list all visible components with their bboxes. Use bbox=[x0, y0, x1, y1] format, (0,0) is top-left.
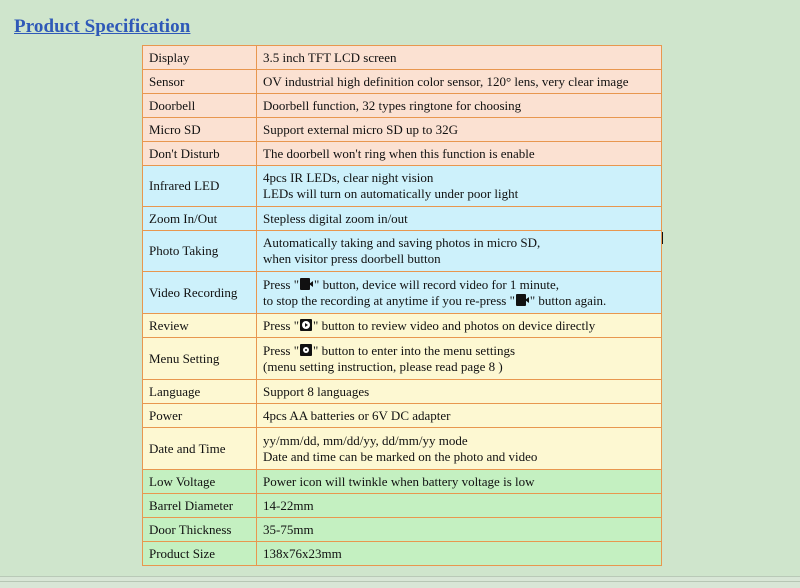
spec-value-review bbox=[257, 314, 662, 338]
spec-value-video-recording bbox=[257, 272, 662, 314]
text-segment: " button to enter into the menu settings bbox=[313, 342, 516, 358]
text-segment: to stop the recording at anytime if you re-press " bbox=[263, 292, 515, 308]
playback-icon bbox=[300, 319, 312, 331]
spec-line: Automatically taking and saving photos in micro SD, bbox=[263, 235, 541, 250]
table-row bbox=[143, 428, 662, 470]
video-camera-icon bbox=[300, 278, 310, 290]
spec-value-menu-setting bbox=[257, 338, 662, 380]
spec-value-micro-sd: Support external micro SD up to 32G bbox=[257, 118, 662, 142]
spec-value-barrel-diameter: 14-22mm bbox=[257, 494, 662, 518]
spec-label-display: Display bbox=[143, 46, 257, 70]
table-row bbox=[143, 380, 662, 404]
spec-value-doorbell: Doorbell function, 32 types ringtone for choosing bbox=[257, 94, 662, 118]
spec-line bbox=[263, 277, 656, 293]
spec-label-zoom: Zoom In/Out bbox=[143, 207, 257, 231]
table-row bbox=[143, 470, 662, 494]
menu-gear-icon bbox=[300, 344, 312, 356]
spec-label-dont-disturb: Don't Disturb bbox=[143, 142, 257, 166]
spec-label-power: Power bbox=[143, 404, 257, 428]
spec-label-photo-taking: Photo Taking bbox=[143, 231, 257, 272]
spec-label-language: Language bbox=[143, 380, 257, 404]
spec-label-doorbell: Doorbell bbox=[143, 94, 257, 118]
spec-label-product-size: Product Size bbox=[143, 542, 257, 566]
text-segment: " button to review video and photos on device directly bbox=[313, 317, 596, 333]
spec-label-menu-setting: Menu Setting bbox=[143, 338, 257, 380]
table-row bbox=[143, 231, 662, 272]
table-row bbox=[143, 207, 662, 231]
page-title: Product Specification bbox=[14, 16, 191, 37]
text-segment: Press " bbox=[263, 342, 300, 358]
table-row bbox=[143, 142, 662, 166]
spec-line bbox=[263, 343, 656, 359]
spec-value-date-time bbox=[257, 428, 662, 470]
table-row bbox=[143, 46, 662, 70]
text-segment: " button again. bbox=[529, 292, 607, 308]
table-row bbox=[143, 70, 662, 94]
spec-line: when visitor press doorbell button bbox=[263, 251, 441, 266]
spec-label-infrared-led: Infrared LED bbox=[143, 166, 257, 207]
table-row bbox=[143, 118, 662, 142]
spec-value-language: Support 8 languages bbox=[257, 380, 662, 404]
spec-value-door-thickness: 35-75mm bbox=[257, 518, 662, 542]
spec-label-sensor: Sensor bbox=[143, 70, 257, 94]
table-row bbox=[143, 542, 662, 566]
text-cursor bbox=[662, 232, 663, 244]
table-row bbox=[143, 338, 662, 380]
spec-value-product-size: 138x76x23mm bbox=[257, 542, 662, 566]
spec-line: yy/mm/dd, mm/dd/yy, dd/mm/yy mode bbox=[263, 432, 468, 448]
table-row bbox=[143, 404, 662, 428]
text-segment: Press " bbox=[263, 317, 300, 333]
spec-value-display: 3.5 inch TFT LCD screen bbox=[257, 46, 662, 70]
spec-table bbox=[142, 45, 662, 566]
table-row bbox=[143, 94, 662, 118]
spec-label-barrel-diameter: Barrel Diameter bbox=[143, 494, 257, 518]
text-segment: " button, device will record video for 1 minute, bbox=[314, 276, 560, 292]
table-row bbox=[143, 272, 662, 314]
spec-label-low-voltage: Low Voltage bbox=[143, 470, 257, 494]
spec-label-review: Review bbox=[143, 314, 257, 338]
spec-line: LEDs will turn on automatically under poor light bbox=[263, 186, 519, 201]
spec-value-sensor: OV industrial high definition color sensor, 120° lens, very clear image bbox=[257, 70, 662, 94]
spec-value-infrared-led bbox=[257, 166, 662, 207]
video-camera-icon bbox=[516, 294, 526, 306]
spec-line bbox=[263, 293, 656, 309]
spec-label-door-thickness: Door Thickness bbox=[143, 518, 257, 542]
window-bottom-edge bbox=[0, 576, 800, 588]
spec-line: Date and time can be marked on the photo and video bbox=[263, 448, 538, 464]
spec-value-dont-disturb: The doorbell won't ring when this function is enable bbox=[257, 142, 662, 166]
spec-label-date-time: Date and Time bbox=[143, 428, 257, 470]
spec-label-micro-sd: Micro SD bbox=[143, 118, 257, 142]
table-row bbox=[143, 494, 662, 518]
spec-value-low-voltage: Power icon will twinkle when battery voltage is low bbox=[257, 470, 662, 494]
spec-value-photo-taking bbox=[257, 231, 662, 272]
table-row bbox=[143, 166, 662, 207]
spec-line: 4pcs IR LEDs, clear night vision bbox=[263, 170, 434, 185]
spec-label-video-recording: Video Recording bbox=[143, 272, 257, 314]
spec-line: (menu setting instruction, please read page 8 ) bbox=[263, 358, 503, 374]
spec-value-zoom: Stepless digital zoom in/out bbox=[257, 207, 662, 231]
spec-value-power: 4pcs AA batteries or 6V DC adapter bbox=[257, 404, 662, 428]
divider bbox=[0, 581, 800, 582]
table-row bbox=[143, 518, 662, 542]
table-row bbox=[143, 314, 662, 338]
text-segment: Press " bbox=[263, 276, 300, 292]
